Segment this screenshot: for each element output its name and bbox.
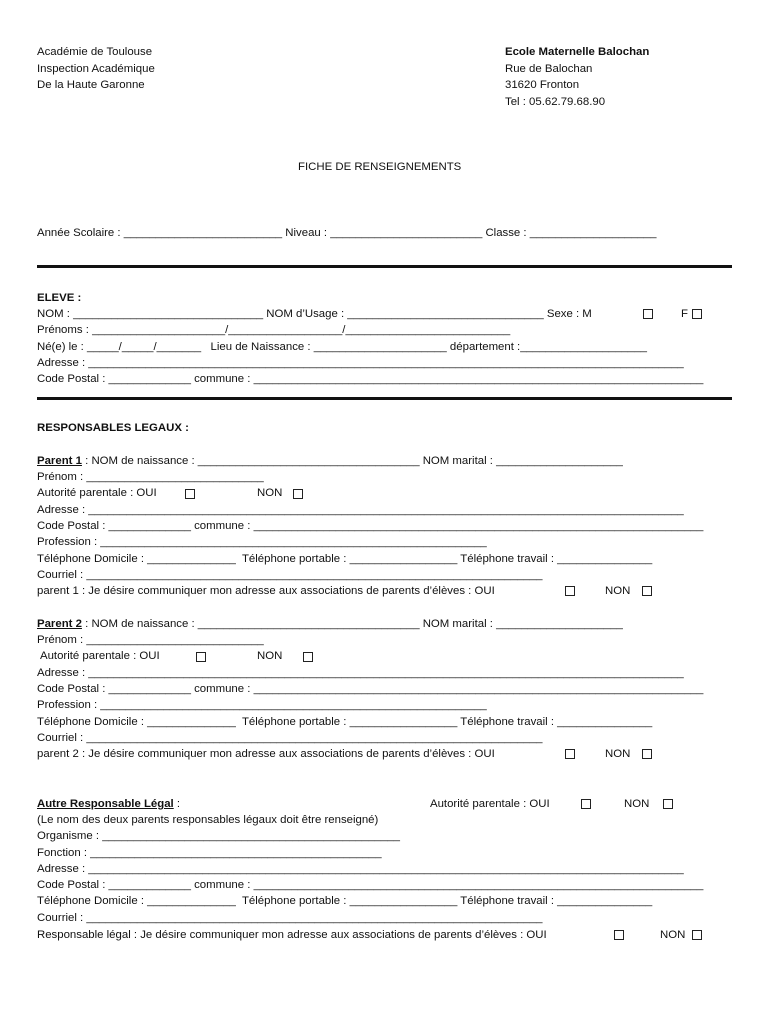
- parent1-autorite-label: Autorité parentale : OUI: [37, 487, 157, 499]
- parent1-assoc-label: parent 1 : Je désire communiquer mon adresse aux associations de parents d’élèves : OUI: [37, 585, 495, 597]
- autre-assoc-non-label: NON: [660, 929, 686, 941]
- parent1-autorite-non-label: NON: [257, 487, 283, 499]
- autre-adresse-line[interactable]: Adresse : ______________________________________________________________________________________________: [37, 863, 684, 875]
- parent2-naissance-fields[interactable]: : NOM de naissance : ___________________________________ NOM marital : ____________________: [81, 618, 623, 630]
- inspection-line: Inspection Académique: [37, 63, 155, 75]
- parent2-label: Parent 2: [37, 618, 82, 630]
- parent2-autorite-oui-checkbox[interactable]: [196, 652, 206, 662]
- parent2-assoc-label: parent 2 : Je désire communiquer mon adresse aux associations de parents d’élèves : OUI: [37, 748, 495, 760]
- parent1-tel-line[interactable]: Téléphone Domicile : ______________ Téléphone portable : _________________ Téléphone travail : _______________: [37, 553, 653, 565]
- eleve-nom-line[interactable]: NOM : ______________________________ NOM d’Usage : _______________________________ Sexe : M: [37, 308, 592, 320]
- parent2-autorite-label: Autorité parentale : OUI: [40, 650, 160, 662]
- autre-autorite-non-checkbox[interactable]: [663, 799, 673, 809]
- eleve-adresse-line[interactable]: Adresse : ______________________________________________________________________________________________: [37, 357, 684, 369]
- parent1-adresse-line[interactable]: Adresse : ______________________________________________________________________________________________: [37, 504, 684, 516]
- section-divider: [37, 265, 732, 268]
- parent2-autorite-non-checkbox[interactable]: [303, 652, 313, 662]
- eleve-cp-line[interactable]: Code Postal : _____________ commune : _______________________________________________________________________: [37, 373, 704, 385]
- autre-heading: [37, 797, 180, 811]
- sexe-m-checkbox[interactable]: [643, 309, 653, 319]
- school-phone: Tel : 05.62.79.68.90: [505, 96, 606, 108]
- sexe-f-label: F: [681, 308, 688, 320]
- parent1-autorite-non-checkbox[interactable]: [293, 489, 303, 499]
- parent2-tel-line[interactable]: Téléphone Domicile : ______________ Téléphone portable : _________________ Téléphone travail : _______________: [37, 716, 653, 728]
- school-street: Rue de Balochan: [505, 63, 593, 75]
- parent1-cp-line[interactable]: Code Postal : _____________ commune : _______________________________________________________________________: [37, 520, 704, 532]
- autre-assoc-non-checkbox[interactable]: [692, 930, 702, 940]
- parent2-assoc-non-checkbox[interactable]: [642, 749, 652, 759]
- autre-organisme-line[interactable]: Organisme : _______________________________________________: [37, 830, 400, 842]
- autre-colon: :: [173, 798, 181, 810]
- autre-assoc-oui-checkbox[interactable]: [614, 930, 624, 940]
- page-title: FICHE DE RENSEIGNEMENTS: [298, 161, 462, 173]
- school-name: Ecole Maternelle Balochan: [505, 46, 650, 58]
- autre-cp-line[interactable]: Code Postal : _____________ commune : _______________________________________________________________________: [37, 879, 704, 891]
- parent2-autorite-non-label: NON: [257, 650, 283, 662]
- responsables-heading: RESPONSABLES LEGAUX :: [37, 422, 189, 434]
- parent2-prenom-line[interactable]: Prénom : ____________________________: [37, 634, 264, 646]
- parent2-courriel-line[interactable]: Courriel : ________________________________________________________________________: [37, 732, 543, 744]
- autre-autorite-oui-checkbox[interactable]: [581, 799, 591, 809]
- autre-autorite-label: Autorité parentale : OUI: [430, 798, 550, 810]
- parent1-assoc-oui-checkbox[interactable]: [565, 586, 575, 596]
- parent1-assoc-non-checkbox[interactable]: [642, 586, 652, 596]
- parent1-courriel-line[interactable]: Courriel : ________________________________________________________________________: [37, 569, 543, 581]
- parent2-cp-line[interactable]: Code Postal : _____________ commune : _______________________________________________________________________: [37, 683, 704, 695]
- parent2-naissance-line[interactable]: [37, 617, 682, 631]
- parent1-naissance-line[interactable]: [37, 454, 687, 468]
- eleve-heading: ELEVE :: [37, 292, 82, 304]
- parent2-profession-line[interactable]: Profession : _____________________________________________________________: [37, 699, 487, 711]
- autre-label: Autre Responsable Légal: [37, 798, 174, 810]
- eleve-naissance-line[interactable]: Né(e) le : _____/_____/_______ Lieu de Naissance : _____________________ département :____________________: [37, 341, 647, 353]
- parent1-label: Parent 1: [37, 455, 82, 467]
- parent1-profession-line[interactable]: Profession : _____________________________________________________________: [37, 536, 487, 548]
- sexe-f-checkbox[interactable]: [692, 309, 702, 319]
- autre-fonction-line[interactable]: Fonction : ______________________________________________: [37, 847, 382, 859]
- autre-courriel-line[interactable]: Courriel : ________________________________________________________________________: [37, 912, 543, 924]
- parent1-autorite-oui-checkbox[interactable]: [185, 489, 195, 499]
- parent1-assoc-non-label: NON: [605, 585, 631, 597]
- departement-line: De la Haute Garonne: [37, 79, 145, 91]
- parent1-prenom-line[interactable]: Prénom : ____________________________: [37, 471, 264, 483]
- parent2-adresse-line[interactable]: Adresse : ______________________________________________________________________________________________: [37, 667, 684, 679]
- academie-line: Académie de Toulouse: [37, 46, 153, 58]
- section-divider: [37, 397, 732, 400]
- autre-autorite-non-label: NON: [624, 798, 650, 810]
- parent2-assoc-non-label: NON: [605, 748, 631, 760]
- eleve-prenoms-line[interactable]: Prénoms : _____________________/__________________/__________________________: [37, 324, 511, 336]
- school-city: 31620 Fronton: [505, 79, 580, 91]
- year-line[interactable]: Année Scolaire : _________________________ Niveau : ________________________ Classe : ____________________: [37, 227, 657, 239]
- autre-note: (Le nom des deux parents responsables légaux doit être renseigné): [37, 814, 379, 826]
- parent1-naissance-fields[interactable]: : NOM de naissance : ___________________________________ NOM marital : ____________________: [81, 455, 623, 467]
- parent2-assoc-oui-checkbox[interactable]: [565, 749, 575, 759]
- autre-tel-line[interactable]: Téléphone Domicile : ______________ Téléphone portable : _________________ Téléphone travail : _______________: [37, 895, 653, 907]
- autre-assoc-label: Responsable légal : Je désire communiquer mon adresse aux associations de parents d’élèves : OUI: [37, 929, 547, 941]
